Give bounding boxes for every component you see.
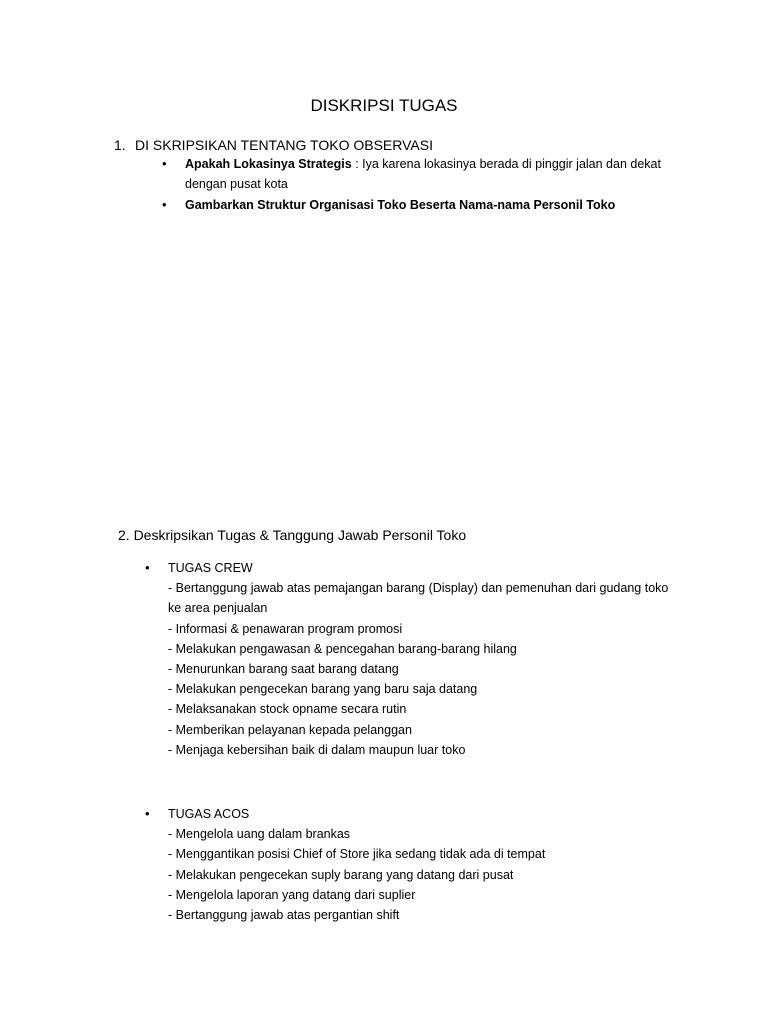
list-item-separator: : — [351, 157, 363, 171]
section-1-heading — [114, 135, 433, 155]
list-item-label: TUGAS CREW — [168, 561, 253, 575]
list-item-tugas-crew — [145, 558, 688, 760]
task-line: - Menjaga kebersihan baik di dalam maupun luar toko — [168, 742, 466, 757]
bullet-icon: • — [162, 197, 167, 212]
document-title: DISKRIPSI TUGAS — [310, 96, 458, 115]
task-line: - Mengelola uang dalam brankas — [168, 827, 351, 842]
task-line: - Mengelola laporan yang datang dari suplier — [168, 887, 416, 902]
task-line: - Melakukan pengawasan & pencegahan barang-barang hilang — [168, 641, 517, 656]
bullet-icon: • — [162, 156, 167, 171]
list-item-text: Iya karena lokasinya berada di pinggir jalan dan dekat — [362, 157, 661, 171]
list-item-tugas-acos — [145, 804, 688, 925]
task-line: - Bertanggung jawab atas pergantian shift — [168, 908, 400, 923]
bullet-icon: • — [145, 806, 150, 821]
list-item-line — [185, 154, 685, 174]
task-line: - Informasi & penawaran program promosi — [168, 621, 403, 636]
task-line: - Melakukan pengecekan suply barang yang datang dari pusat — [168, 867, 514, 882]
task-line: - Menggantikan posisi Chief of Store jika sedang tidak ada di tempat — [168, 847, 546, 862]
list-item-label: TUGAS ACOS — [168, 807, 250, 821]
task-line: - Melaksanakan stock opname secara rutin — [168, 702, 407, 717]
list-item-struktur — [162, 195, 705, 215]
task-line: - Bertanggung jawab atas pemajangan barang (Display) dan pemenuhan dari gudang toko — [168, 581, 669, 596]
task-line: - Memberikan pelayanan kepada pelanggan — [168, 722, 412, 737]
section-1-number: 1. — [114, 137, 126, 153]
task-line: - Menurunkan barang saat barang datang — [168, 662, 399, 677]
list-item-label: Gambarkan Struktur Organisasi Toko Beserta Nama-nama Personil Toko — [185, 198, 616, 212]
task-line: - Melakukan pengecekan barang yang baru saja datang — [168, 682, 478, 697]
bullet-icon: • — [145, 560, 150, 575]
list-item-line: dengan pusat kota — [185, 177, 288, 192]
list-item-label: Apakah Lokasinya Strategis — [185, 157, 352, 171]
task-line: ke area penjualan — [168, 601, 268, 616]
section-2-heading: 2. Deskripsikan Tugas & Tanggung Jawab Personil Toko — [118, 527, 467, 543]
section-1-heading-text: DI SKRIPSIKAN TENTANG TOKO OBSERVASI — [135, 137, 433, 153]
list-item-lokasi — [162, 154, 685, 194]
